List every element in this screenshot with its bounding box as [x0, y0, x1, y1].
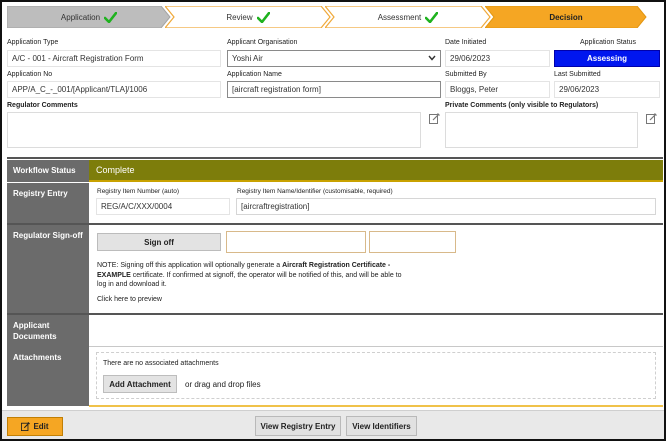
- step-decision-label: Decision: [549, 12, 583, 22]
- signoff-note-line3: log in and download it.: [97, 281, 167, 288]
- application-no-value: APP/A_C_-_001/[Applicant/TLA]/1006: [7, 81, 221, 98]
- registry-item-name-label: Registry Item Name/Identifier (customisable, required): [237, 188, 393, 195]
- application-status-label: Application Status: [580, 39, 637, 46]
- signoff-note-line1-pre: NOTE: Signing off this application will optionally generate a: [97, 262, 283, 269]
- attachments-empty-text: There are no associated attachments: [103, 360, 219, 367]
- signoff-note-line2-post: certificate. If confirmed at signoff, the operator will be notified of this, and will be able to: [130, 271, 402, 279]
- step-assessment-label: Assessment: [377, 12, 422, 22]
- date-initiated-label: Date Initiated: [445, 39, 487, 46]
- last-submitted-label: Last Submitted: [554, 71, 601, 78]
- date-initiated-value: 29/06/2023: [445, 50, 550, 67]
- registry-item-number-label: Registry Item Number (auto): [97, 188, 179, 195]
- step-decision[interactable]: [485, 6, 647, 28]
- attachments-dropzone[interactable]: [96, 352, 656, 399]
- attachments-header: Attachments: [7, 347, 89, 406]
- application-name-label: Application Name: [227, 71, 282, 78]
- application-no-label: Application No: [7, 71, 53, 78]
- regulator-comments-textarea[interactable]: [7, 112, 421, 148]
- section-divider: [7, 313, 663, 315]
- registry-entry-header: Registry Entry: [7, 183, 89, 224]
- submitted-by-value: Bloggs, Peter: [445, 81, 550, 98]
- section-divider: [7, 157, 663, 159]
- applicant-documents-header: Applicant Documents: [7, 315, 89, 347]
- edit-button[interactable]: [7, 417, 63, 436]
- application-type-value: A/C - 001 - Aircraft Registration Form: [7, 50, 221, 67]
- checkmark-icon: [425, 12, 438, 23]
- signoff-note-line1-bold: Aircraft Registration Certificate -: [282, 262, 391, 269]
- applicant-organisation-value: Yoshi Air: [232, 54, 263, 63]
- step-assessment[interactable]: [325, 6, 491, 28]
- submitted-by-label: Submitted By: [445, 71, 487, 78]
- add-attachment-button[interactable]: Add Attachment: [103, 375, 177, 393]
- edit-icon[interactable]: [429, 113, 440, 124]
- checkmark-icon: [104, 12, 117, 23]
- regulator-comments-label: Regulator Comments: [7, 102, 78, 109]
- last-submitted-value: 29/06/2023: [554, 81, 660, 98]
- signoff-field-2[interactable]: [369, 231, 456, 253]
- workflow-status-header: Workflow Status: [7, 160, 89, 182]
- signoff-note: [97, 261, 417, 290]
- step-review[interactable]: [165, 6, 331, 28]
- section-divider: [89, 346, 663, 347]
- edit-button-label: Edit: [33, 422, 49, 431]
- step-application[interactable]: [7, 6, 171, 28]
- regulator-signoff-header: Regulator Sign-off: [7, 225, 89, 314]
- workflow-status-value: Complete: [96, 165, 135, 175]
- applicant-organisation-label: Applicant Organisation: [227, 39, 298, 46]
- application-name-input[interactable]: [aircraft registration form]: [227, 81, 441, 98]
- edit-icon[interactable]: [646, 113, 657, 124]
- checkmark-icon: [257, 12, 270, 23]
- application-status-badge: Assessing: [554, 50, 660, 67]
- view-identifiers-button[interactable]: View Identifiers: [346, 416, 417, 436]
- preview-link[interactable]: Click here to preview: [97, 296, 162, 303]
- workflow-status-bar: [89, 160, 663, 182]
- edit-icon: [21, 422, 30, 431]
- registry-item-name-input[interactable]: [aircraftregistration]: [236, 198, 656, 215]
- section-bottom-accent: [89, 405, 663, 407]
- drag-drop-text: or drag and drop files: [185, 380, 261, 389]
- application-type-label: Application Type: [7, 39, 59, 46]
- applicant-organisation-select[interactable]: [227, 50, 441, 67]
- private-comments-textarea[interactable]: [445, 112, 638, 148]
- section-divider: [7, 223, 663, 225]
- private-comments-label: Private Comments (only visible to Regulators): [445, 102, 599, 109]
- chevron-down-icon: [428, 55, 436, 61]
- signoff-field-1[interactable]: [226, 231, 366, 253]
- view-registry-entry-button[interactable]: View Registry Entry: [255, 416, 341, 436]
- step-review-label: Review: [226, 12, 253, 22]
- signoff-note-line2-bold: EXAMPLE: [97, 271, 131, 279]
- sign-off-button[interactable]: Sign off: [97, 233, 221, 251]
- registry-item-number-value: REG/A/C/XXX/0004: [96, 198, 230, 215]
- workflow-steps: [7, 6, 647, 28]
- step-application-label: Application: [60, 12, 101, 22]
